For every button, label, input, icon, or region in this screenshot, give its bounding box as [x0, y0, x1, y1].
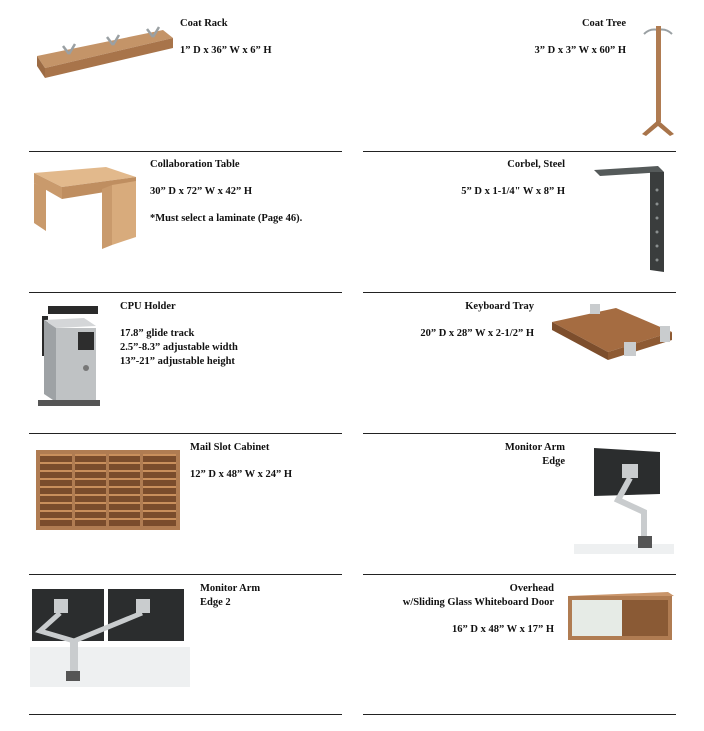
mail-slot-cabinet-dims: 12” D x 48” W x 24” H: [190, 469, 292, 480]
divider-right-2: [363, 292, 676, 293]
coat-tree-name: Coat Tree: [581, 18, 626, 29]
divider-left-4: [29, 574, 342, 575]
cpu-holder-spec-3: 13”-21” adjustable height: [120, 356, 235, 367]
corbel-dims: 5” D x 1-1/4" W x 8” H: [461, 186, 565, 197]
divider-right-4: [363, 574, 676, 575]
collaboration-table-dims: 30” D x 72” W x 42” H: [150, 186, 252, 197]
monitor-arm-edge2-model: Edge 2: [200, 597, 231, 608]
corbel-image: [592, 166, 672, 276]
monitor-arm-edge-model: Edge: [542, 456, 565, 467]
overhead-name: Overhead: [509, 583, 554, 594]
collaboration-table-name: Collaboration Table: [150, 159, 240, 170]
monitor-arm-edge2-image: [30, 587, 190, 695]
cpu-holder-name: CPU Holder: [120, 301, 176, 312]
keyboard-tray-dims: 20” D x 28” W x 2-1/2” H: [420, 328, 534, 339]
mail-slot-cabinet-image: [34, 448, 182, 532]
collaboration-table-image: [30, 165, 140, 253]
monitor-arm-edge-name: Monitor Arm: [504, 442, 565, 453]
keyboard-tray-name: Keyboard Tray: [465, 301, 534, 312]
cpu-holder-spec-1: 17.8” glide track: [120, 328, 195, 339]
overhead-dims: 16” D x 48” W x 17” H: [452, 624, 554, 635]
divider-right-3: [363, 433, 676, 434]
monitor-arm-edge2-name: Monitor Arm: [200, 583, 261, 594]
divider-right-1: [363, 151, 676, 152]
divider-left-5: [29, 714, 342, 715]
corbel-name: Corbel, Steel: [507, 159, 565, 170]
divider-left-3: [29, 433, 342, 434]
monitor-arm-edge-image: [574, 446, 674, 558]
coat-tree-dims: 3” D x 3” W x 60” H: [534, 45, 626, 56]
divider-left-2: [29, 292, 342, 293]
cpu-holder-spec-2: 2.5”-8.3” adjustable width: [120, 342, 238, 353]
divider-left-1: [29, 151, 342, 152]
mail-slot-cabinet-name: Mail Slot Cabinet: [190, 442, 270, 453]
cpu-holder-image: [34, 306, 106, 410]
overhead-image: [566, 590, 676, 642]
overhead-door: w/Sliding Glass Whiteboard Door: [402, 597, 554, 608]
keyboard-tray-image: [546, 302, 676, 370]
coat-rack-dims: 1” D x 36” W x 6” H: [180, 45, 272, 56]
coat-rack-image: [35, 26, 175, 82]
coat-tree-image: [638, 20, 678, 140]
divider-right-5: [363, 714, 676, 715]
collaboration-table-note: *Must select a laminate (Page 46).: [150, 213, 303, 224]
coat-rack-name: Coat Rack: [180, 18, 228, 29]
